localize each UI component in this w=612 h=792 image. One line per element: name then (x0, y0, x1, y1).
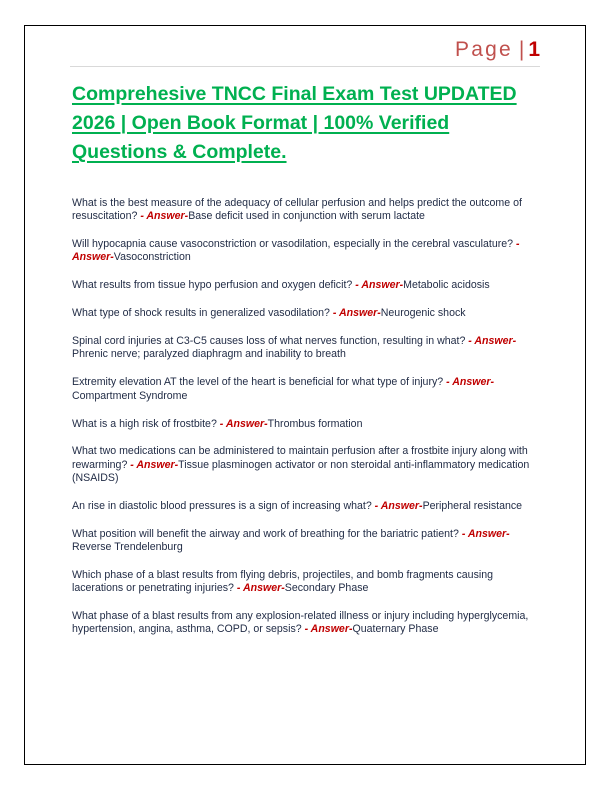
answer-marker: - Answer- (233, 582, 285, 595)
answer-text: Reverse Trendelenburg (72, 541, 183, 554)
answer-marker: - Answer- (301, 623, 353, 636)
answer-text: Metabolic acidosis (403, 279, 490, 292)
qa-item (72, 445, 540, 485)
answer-text: Vasoconstriction (113, 251, 191, 264)
question-text: What two medications can be administered to maintain perfusion after a frostbite injury along with rewarming? (72, 445, 528, 471)
answer-marker: - Answer- (216, 417, 268, 430)
answer-marker: - Answer- (352, 279, 404, 292)
answer-text: Base deficit used in conjunction with serum lactate (188, 210, 425, 223)
qa-item (72, 197, 540, 224)
question-text: What results from tissue hypo perfusion and oxygen deficit? (72, 279, 353, 292)
qa-item (72, 279, 540, 292)
answer-text: Peripheral resistance (422, 499, 523, 512)
qa-item (72, 500, 540, 513)
question-text: What type of shock results in generalized vasodilation? (72, 307, 330, 320)
question-text: Which phase of a blast results from flying debris, projectiles, and bomb fragments causing lacerations or penetrating injuries? (72, 568, 494, 595)
question-text: What is the best measure of the adequacy of cellular perfusion and helps predict the outcome of resuscitation? (72, 197, 522, 223)
answer-text: Quaternary Phase (352, 623, 439, 636)
question-text: What is a high risk of frostbite? (72, 417, 217, 430)
qa-item (72, 307, 540, 320)
question-text: Spinal cord injuries at C3-C5 causes loss of what nerves function, resulting in what? (72, 335, 466, 348)
answer-text: Thrombus formation (267, 417, 363, 430)
answer-text: Neurogenic shock (380, 307, 466, 320)
document-title: Comprehesive TNCC Final Exam Test UPDATED 2026 | Open Book Format | 100% Verified Questions & Complete. (72, 83, 517, 163)
question-text: Will hypocapnia cause vasoconstriction or vasodilation, especially in the cerebral vasculature? (72, 238, 514, 251)
page-header (455, 38, 540, 62)
page-separator: | (518, 38, 525, 61)
qa-item (72, 610, 540, 637)
answer-marker: - Answer- (443, 376, 494, 389)
answer-text: Tissue plasminogen activator or non steroidal anti-inflammatory medication (NSAIDS) (72, 458, 530, 485)
answer-marker: - Answer- (458, 527, 510, 540)
qa-list (72, 197, 540, 651)
header-rule (70, 66, 540, 67)
answer-marker: - Answer- (127, 458, 179, 471)
qa-item (72, 569, 540, 596)
question-text: Extremity elevation AT the level of the heart is beneficial for what type of injury? (72, 376, 444, 389)
question-text: What phase of a blast results from any explosion-related illness or injury including hyperglycemia, hypertension, angina, asthma, COPD, or sepsis? (72, 610, 529, 636)
answer-marker: - Answer- (329, 307, 381, 320)
question-text: An rise in diastolic blood pressures is a sign of increasing what? (72, 499, 372, 512)
answer-marker: - Answer- (137, 210, 189, 223)
answer-text: Secondary Phase (284, 582, 369, 595)
answer-text: Compartment Syndrome (72, 389, 188, 402)
qa-item (72, 376, 540, 403)
qa-item (72, 418, 540, 431)
page-number: 1 (528, 38, 540, 61)
answer-marker: - Answer- (371, 499, 423, 512)
answer-marker: - Answer- (72, 238, 520, 264)
qa-item (72, 238, 540, 265)
qa-item (72, 528, 540, 555)
qa-item (72, 335, 540, 362)
answer-text: Phrenic nerve; paralyzed diaphragm and inability to breath (72, 348, 346, 361)
page-word: Page (454, 38, 513, 61)
answer-marker: - Answer- (465, 335, 517, 348)
question-text: What position will benefit the airway and work of breathing for the bariatric patient? (72, 527, 459, 540)
